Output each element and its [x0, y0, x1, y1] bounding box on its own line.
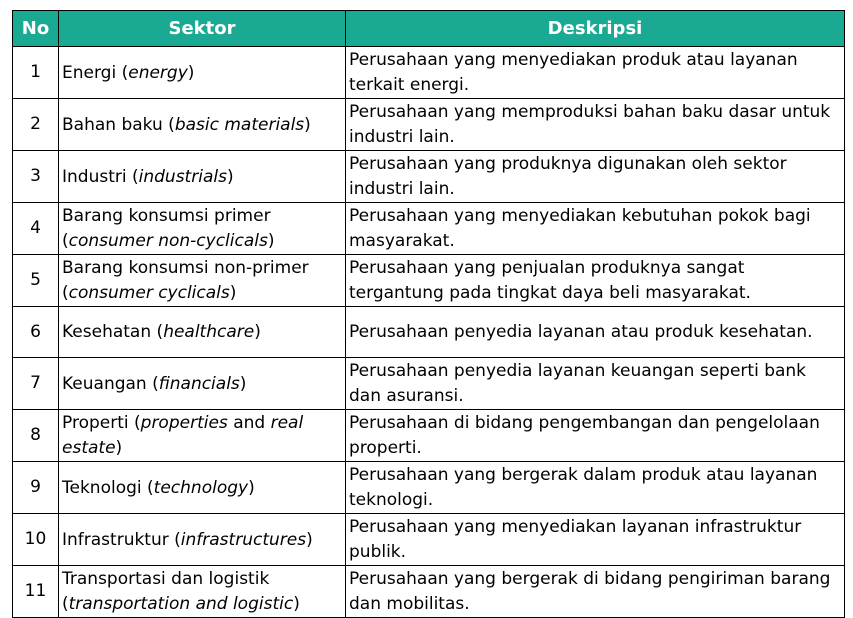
sector-english-name: healthcare: [163, 322, 255, 342]
row-number: 9: [13, 462, 59, 514]
table-row: [13, 99, 845, 151]
sector-name: Industri: [62, 166, 127, 187]
description-cell: Perusahaan yang produknya digunakan oleh sektor industri lain.: [346, 151, 845, 203]
row-number: 11: [13, 566, 59, 618]
description-cell: Perusahaan penyedia layanan keuangan seperti bank dan asuransi.: [346, 358, 845, 410]
table-row: [13, 151, 845, 203]
sector-table: [12, 10, 845, 618]
sector-name: Barang konsumsi non-primer: [62, 258, 309, 278]
sector-cell: Keuangan (financials): [59, 358, 346, 410]
sector-name: Properti: [62, 413, 129, 433]
sector-english-name: financials: [158, 373, 240, 394]
row-number: 10: [13, 514, 59, 566]
description-cell: Perusahaan yang menyediakan produk atau layanan terkait energi.: [346, 47, 845, 99]
description-cell: Perusahaan penyedia layanan atau produk kesehatan.: [346, 307, 845, 358]
row-number: 7: [13, 358, 59, 410]
sector-name: Transportasi dan logistik: [62, 569, 270, 589]
sector-english-name: consumer cyclicals: [68, 283, 230, 303]
table-row: [13, 203, 845, 255]
sector-name: Infrastruktur: [62, 529, 169, 550]
table-row: [13, 566, 845, 618]
table-body: [13, 47, 845, 618]
table-row: [13, 410, 845, 462]
row-number: 8: [13, 410, 59, 462]
sector-cell: Barang konsumsi primer (consumer non-cyclicals): [59, 203, 346, 255]
description-cell: Perusahaan yang bergerak di bidang pengiriman barang dan mobilitas.: [346, 566, 845, 618]
sector-name: Energi: [62, 62, 117, 83]
description-cell: Perusahaan di bidang pengembangan dan pengelolaan properti.: [346, 410, 845, 462]
sector-cell: Transportasi dan logistik (transportation and logistic): [59, 566, 346, 618]
table-row: [13, 307, 845, 358]
sector-name: Keuangan: [62, 373, 147, 394]
sector-cell: Teknologi (technology): [59, 462, 346, 514]
header-no: No: [13, 11, 59, 47]
sector-cell: Industri (industrials): [59, 151, 346, 203]
table-row: [13, 47, 845, 99]
sector-english-name: transportation and logistic: [68, 594, 294, 614]
sector-english-name: industrials: [138, 166, 227, 187]
sector-cell: Kesehatan (healthcare): [59, 307, 346, 358]
row-number: 5: [13, 255, 59, 307]
table-row: [13, 514, 845, 566]
description-cell: Perusahaan yang penjualan produknya sangat tergantung pada tingkat daya beli masyarakat.: [346, 255, 845, 307]
sector-cell: Bahan baku (basic materials): [59, 99, 346, 151]
sector-english-name: properties: [140, 413, 228, 433]
sector-cell: Energi (energy): [59, 47, 346, 99]
sector-name: Barang konsumsi primer: [62, 206, 271, 226]
sector-cell: Barang konsumsi non-primer (consumer cyclicals): [59, 255, 346, 307]
row-number: 2: [13, 99, 59, 151]
table-row: [13, 358, 845, 410]
sector-english-name: consumer non-cyclicals: [68, 231, 268, 251]
sector-english-name: energy: [128, 62, 188, 83]
sector-name: Kesehatan: [62, 322, 152, 342]
header-deskripsi: Deskripsi: [346, 11, 845, 47]
sector-name: Bahan baku: [62, 114, 163, 135]
header-sektor: Sektor: [59, 11, 346, 47]
row-number: 3: [13, 151, 59, 203]
sector-english-name: infrastructures: [180, 529, 307, 550]
sector-english-name: technology: [153, 477, 249, 498]
table-row: [13, 462, 845, 514]
table-row: [13, 255, 845, 307]
sector-cell: Properti (properties and real estate): [59, 410, 346, 462]
description-cell: Perusahaan yang bergerak dalam produk atau layanan teknologi.: [346, 462, 845, 514]
row-number: 4: [13, 203, 59, 255]
sector-name: Teknologi: [62, 477, 142, 498]
sector-english-name: basic materials: [174, 114, 305, 135]
row-number: 6: [13, 307, 59, 358]
table-header: [13, 11, 845, 47]
sector-english-conjunction: and: [233, 413, 266, 433]
sector-english-name-2: real estate: [62, 413, 304, 458]
description-cell: Perusahaan yang menyediakan layanan infrastruktur publik.: [346, 514, 845, 566]
sector-cell: Infrastruktur (infrastructures): [59, 514, 346, 566]
header-row: [13, 11, 845, 47]
description-cell: Perusahaan yang memproduksi bahan baku dasar untuk industri lain.: [346, 99, 845, 151]
row-number: 1: [13, 47, 59, 99]
description-cell: Perusahaan yang menyediakan kebutuhan pokok bagi masyarakat.: [346, 203, 845, 255]
